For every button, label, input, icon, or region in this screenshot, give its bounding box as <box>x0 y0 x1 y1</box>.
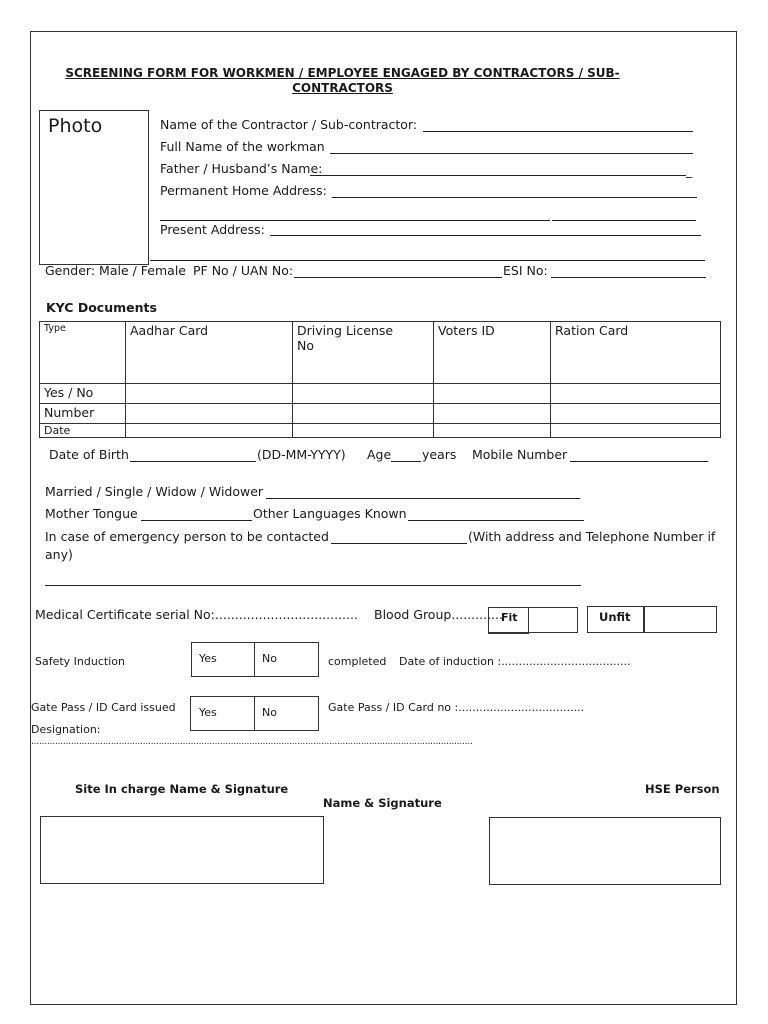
form-title <box>40 66 645 96</box>
present-address-field-2[interactable] <box>150 260 705 261</box>
dob-label: Date of Birth <box>49 447 129 462</box>
pf-no-label: PF No / UAN No: <box>193 263 294 278</box>
contractor-name-field[interactable] <box>423 131 693 132</box>
safety-no-option[interactable]: No <box>262 652 277 665</box>
site-incharge-label: Site In charge Name & Signature <box>75 782 289 796</box>
permanent-address-label: Permanent Home Address: <box>160 183 327 198</box>
father-name-field[interactable] <box>310 175 686 176</box>
gatepass-yes-option[interactable]: Yes <box>199 706 217 719</box>
permanent-address-field[interactable] <box>332 197 697 198</box>
marital-field[interactable] <box>266 498 580 499</box>
esi-no-label: ESI No: <box>503 263 548 278</box>
father-name-trailer: _ <box>686 163 693 178</box>
years-label: years <box>422 447 457 462</box>
mother-tongue-label: Mother Tongue <box>45 506 138 521</box>
hse-person-label: HSE Person <box>645 782 720 796</box>
emergency-field[interactable] <box>331 543 467 544</box>
induction-date-field[interactable]: Date of induction :..................................... <box>399 655 631 668</box>
gatepass-label: Gate Pass / ID Card issued <box>31 701 176 714</box>
title-line-2: CONTRACTORS <box>292 81 393 95</box>
gatepass-divider <box>254 696 255 731</box>
kyc-cell[interactable] <box>293 384 434 404</box>
medical-serial-label: Medical Certificate serial No:.................................... <box>35 607 358 622</box>
kyc-cell[interactable] <box>293 404 434 424</box>
kyc-header-voters-id: Voters ID <box>434 322 551 384</box>
kyc-cell[interactable] <box>293 424 434 438</box>
age-label: Age <box>367 447 392 462</box>
kyc-cell[interactable] <box>551 384 721 404</box>
kyc-heading: KYC Documents <box>46 300 157 315</box>
marital-label: Married / Single / Widow / Widower <box>45 484 264 499</box>
kyc-header-driving-license-text: Driving License No <box>297 323 394 353</box>
photo-label: Photo <box>48 115 103 137</box>
kyc-cell[interactable] <box>551 404 721 424</box>
blood-group-label: Blood Group............. <box>374 607 503 622</box>
kyc-row-label: Date <box>40 424 126 438</box>
site-incharge-signature-box[interactable] <box>40 816 324 884</box>
kyc-cell[interactable] <box>126 384 293 404</box>
kyc-row-yes-no <box>40 384 721 404</box>
unfit-label: Unfit <box>599 610 631 624</box>
kyc-header-aadhar: Aadhar Card <box>126 322 293 384</box>
esi-no-field[interactable] <box>551 277 706 278</box>
kyc-header-driving-license <box>293 322 434 384</box>
emergency-label: In case of emergency person to be contacted <box>45 529 329 544</box>
kyc-row-date <box>40 424 721 438</box>
kyc-row-label: Yes / No <box>40 384 126 404</box>
pf-no-field[interactable] <box>294 277 502 278</box>
kyc-header-type: Type <box>40 322 126 384</box>
emergency-note-2: any) <box>45 547 73 562</box>
kyc-cell[interactable] <box>126 424 293 438</box>
kyc-header-ration-card: Ration Card <box>551 322 721 384</box>
kyc-cell[interactable] <box>126 404 293 424</box>
father-name-label: Father / Husband’s Name: <box>160 161 323 176</box>
kyc-row-label: Number <box>40 404 126 424</box>
kyc-row-number <box>40 404 721 424</box>
safety-yes-option[interactable]: Yes <box>199 652 217 665</box>
safety-divider <box>254 642 255 677</box>
hse-name-signature-label: Name & Signature <box>323 796 442 810</box>
kyc-cell[interactable] <box>434 404 551 424</box>
mobile-field[interactable] <box>570 461 708 462</box>
unfit-divider <box>643 606 645 633</box>
safety-induction-label: Safety Induction <box>35 655 125 668</box>
designation-field[interactable]: ...................................................................................................................................................................... <box>31 737 473 747</box>
dob-format: (DD-MM-YYYY) <box>257 447 346 462</box>
designation-label: Designation: <box>31 723 101 736</box>
hse-signature-box[interactable] <box>489 817 721 885</box>
title-line-1: SCREENING FORM FOR WORKMEN / EMPLOYEE ENGAGED BY CONTRACTORS / SUB- <box>65 66 620 80</box>
kyc-cell[interactable] <box>434 384 551 404</box>
kyc-header-row <box>40 322 721 384</box>
emergency-field-2[interactable] <box>45 585 581 586</box>
gender-label: Gender: Male / Female <box>45 263 186 278</box>
present-address-field[interactable] <box>270 235 701 236</box>
other-languages-label: Other Languages Known <box>253 506 407 521</box>
safety-completed-label: completed <box>328 655 387 668</box>
contractor-name-label: Name of the Contractor / Sub-contractor: <box>160 117 418 132</box>
gatepass-no-option[interactable]: No <box>262 706 277 719</box>
fit-label: Fit <box>501 611 518 624</box>
fit-box[interactable] <box>488 607 529 634</box>
kyc-cell[interactable] <box>434 424 551 438</box>
full-name-label: Full Name of the workman <box>160 139 325 154</box>
emergency-note: (With address and Telephone Number if <box>468 529 716 544</box>
gatepass-card-no-field[interactable]: Gate Pass / ID Card no :.................................... <box>328 701 585 714</box>
full-name-field[interactable] <box>330 153 693 154</box>
permanent-address-field-2[interactable] <box>160 220 550 221</box>
permanent-address-field-3[interactable] <box>552 220 696 221</box>
present-address-label: Present Address: <box>160 222 265 237</box>
kyc-table <box>39 321 721 438</box>
mobile-label: Mobile Number <box>472 447 568 462</box>
age-field[interactable] <box>391 461 421 462</box>
photo-box[interactable] <box>39 110 149 265</box>
dob-field[interactable] <box>130 461 256 462</box>
other-languages-field[interactable] <box>408 520 584 521</box>
mother-tongue-field[interactable] <box>141 520 252 521</box>
kyc-cell[interactable] <box>551 424 721 438</box>
